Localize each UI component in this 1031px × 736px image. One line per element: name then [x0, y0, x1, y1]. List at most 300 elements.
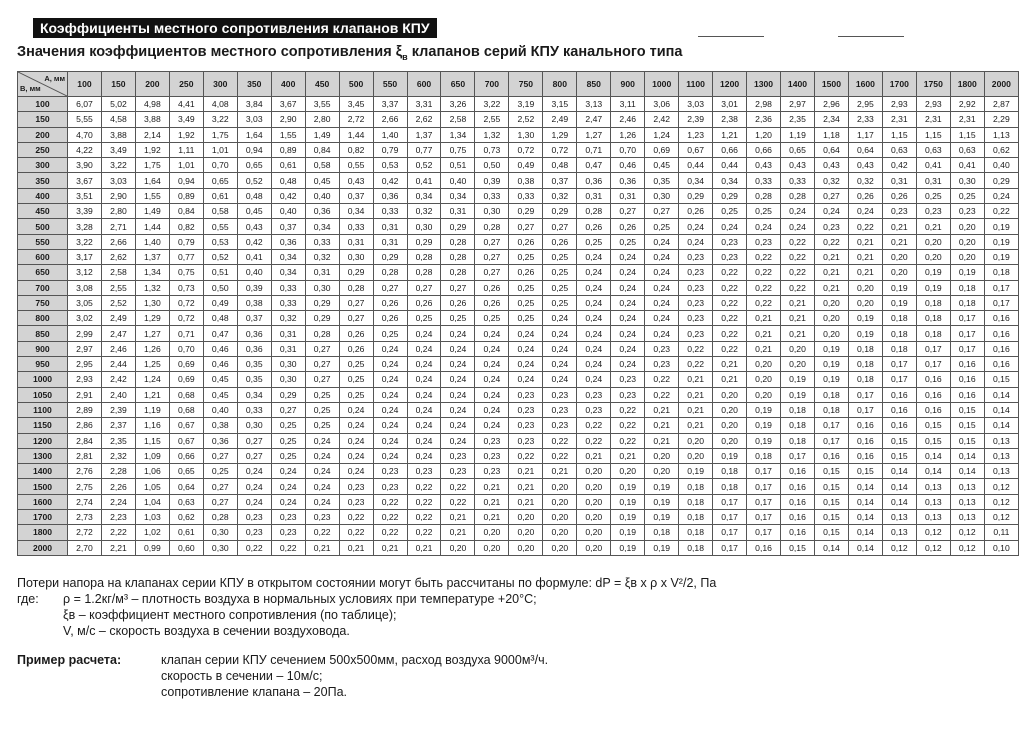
table-cell: 0,16: [781, 464, 815, 479]
table-cell: 2,58: [441, 112, 475, 127]
table-row: [18, 372, 1019, 387]
table-cell: 3,02: [68, 311, 102, 326]
table-cell: 0,24: [373, 387, 407, 402]
table-cell: 0,32: [305, 249, 339, 264]
table-cell: 0,25: [950, 188, 984, 203]
table-cell: 0,24: [373, 448, 407, 463]
table-cell: 0,30: [305, 280, 339, 295]
column-header: 100: [68, 72, 102, 97]
table-cell: 0,25: [339, 357, 373, 372]
table-cell: 0,21: [781, 326, 815, 341]
table-cell: 0,20: [950, 249, 984, 264]
table-cell: 0,19: [781, 372, 815, 387]
table-cell: 3,67: [68, 173, 102, 188]
table-cell: 0,23: [339, 479, 373, 494]
table-cell: 0,25: [475, 311, 509, 326]
table-cell: 0,52: [203, 249, 237, 264]
table-cell: 0,31: [916, 173, 950, 188]
table-cell: 0,18: [713, 479, 747, 494]
table-cell: 0,15: [814, 510, 848, 525]
table-cell: 0,18: [882, 341, 916, 356]
table-cell: 0,21: [407, 540, 441, 555]
table-cell: 2,14: [135, 127, 169, 142]
table-cell: 0,41: [407, 173, 441, 188]
table-cell: 0,24: [475, 418, 509, 433]
row-header: 100: [18, 97, 68, 112]
table-cell: 0,20: [950, 219, 984, 234]
table-cell: 1,16: [135, 418, 169, 433]
table-cell: 0,21: [747, 311, 781, 326]
column-header: 1300: [747, 72, 781, 97]
table-cell: 2,55: [101, 280, 135, 295]
table-cell: 0,23: [339, 494, 373, 509]
table-cell: 0,17: [848, 402, 882, 417]
table-cell: 0,23: [713, 249, 747, 264]
table-cell: 0,10: [984, 540, 1018, 555]
table-cell: 0,33: [373, 204, 407, 219]
table-cell: 0,29: [984, 173, 1018, 188]
table-cell: 0,40: [305, 188, 339, 203]
table-cell: 0,72: [509, 142, 543, 157]
table-cell: 0,30: [271, 372, 305, 387]
table-cell: 0,16: [781, 479, 815, 494]
table-cell: 0,23: [475, 433, 509, 448]
column-header: 700: [475, 72, 509, 97]
table-cell: 0,66: [747, 142, 781, 157]
table-cell: 0,25: [645, 219, 679, 234]
table-cell: 0,23: [679, 249, 713, 264]
table-cell: 3,06: [645, 97, 679, 112]
table-cell: 1,30: [135, 295, 169, 310]
table-cell: 0,21: [679, 418, 713, 433]
table-cell: 0,15: [814, 494, 848, 509]
table-cell: 1,06: [135, 464, 169, 479]
table-cell: 0,23: [679, 326, 713, 341]
table-cell: 2,39: [679, 112, 713, 127]
table-cell: 3,88: [101, 127, 135, 142]
table-cell: 0,19: [747, 433, 781, 448]
table-cell: 0,24: [407, 433, 441, 448]
table-cell: 2,66: [101, 234, 135, 249]
table-cell: 0,16: [984, 341, 1018, 356]
table-cell: 0,14: [882, 494, 916, 509]
table-cell: 0,47: [203, 326, 237, 341]
table-cell: 0,13: [916, 494, 950, 509]
table-cell: 4,70: [68, 127, 102, 142]
table-cell: 0,28: [441, 234, 475, 249]
table-cell: 2,31: [950, 112, 984, 127]
table-cell: 0,33: [509, 188, 543, 203]
table-cell: 0,19: [645, 510, 679, 525]
table-cell: 1,55: [271, 127, 305, 142]
table-cell: 5,55: [68, 112, 102, 127]
table-cell: 0,46: [203, 341, 237, 356]
table-cell: 0,22: [543, 448, 577, 463]
row-header: 1500: [18, 479, 68, 494]
table-cell: 0,61: [203, 188, 237, 203]
table-cell: 0,52: [407, 158, 441, 173]
table-cell: 1,01: [169, 158, 203, 173]
table-cell: 0,47: [577, 158, 611, 173]
table-cell: 0,14: [848, 479, 882, 494]
column-header: 1400: [781, 72, 815, 97]
table-cell: 0,23: [645, 357, 679, 372]
table-cell: 0,34: [271, 265, 305, 280]
table-cell: 0,31: [271, 341, 305, 356]
table-cell: 0,42: [237, 234, 271, 249]
table-cell: 0,39: [237, 280, 271, 295]
table-cell: 0,20: [577, 479, 611, 494]
table-cell: 0,26: [882, 188, 916, 203]
table-cell: 0,18: [679, 510, 713, 525]
table-cell: 0,50: [475, 158, 509, 173]
table-cell: 0,33: [271, 280, 305, 295]
table-cell: 2,97: [781, 97, 815, 112]
table-cell: 0,22: [441, 494, 475, 509]
table-cell: 0,45: [203, 372, 237, 387]
table-cell: 0,49: [203, 295, 237, 310]
table-cell: 0,28: [373, 265, 407, 280]
row-header: 600: [18, 249, 68, 264]
table-cell: 0,12: [950, 540, 984, 555]
table-cell: 0,63: [950, 142, 984, 157]
table-cell: 0,22: [848, 219, 882, 234]
table-cell: 0,27: [611, 204, 645, 219]
table-cell: 0,77: [407, 142, 441, 157]
table-cell: 3,49: [101, 142, 135, 157]
table-row: [18, 448, 1019, 463]
table-cell: 0,41: [237, 249, 271, 264]
table-cell: 1,15: [882, 127, 916, 142]
table-cell: 0,43: [339, 173, 373, 188]
table-cell: 0,24: [509, 341, 543, 356]
table-cell: 0,20: [543, 479, 577, 494]
table-cell: 2,35: [101, 433, 135, 448]
table-cell: 3,03: [679, 97, 713, 112]
table-row: [18, 510, 1019, 525]
table-cell: 0,28: [747, 188, 781, 203]
table-cell: 0,15: [882, 433, 916, 448]
row-header: 800: [18, 311, 68, 326]
table-cell: 0,20: [679, 433, 713, 448]
table-cell: 0,22: [407, 479, 441, 494]
table-cell: 2,70: [68, 540, 102, 555]
table-cell: 2,52: [101, 295, 135, 310]
table-row: [18, 127, 1019, 142]
table-cell: 0,23: [543, 387, 577, 402]
table-cell: 0,45: [237, 204, 271, 219]
table-cell: 0,37: [543, 173, 577, 188]
table-cell: 1,32: [475, 127, 509, 142]
table-cell: 0,89: [271, 142, 305, 157]
table-cell: 1,18: [814, 127, 848, 142]
column-header: 600: [407, 72, 441, 97]
table-cell: 0,31: [441, 204, 475, 219]
table-cell: 0,14: [848, 494, 882, 509]
table-cell: 0,21: [305, 540, 339, 555]
table-cell: 0,19: [950, 265, 984, 280]
table-row: [18, 234, 1019, 249]
column-header: 1700: [882, 72, 916, 97]
table-cell: 4,41: [169, 97, 203, 112]
table-cell: 0,19: [984, 234, 1018, 249]
table-cell: 1,27: [135, 326, 169, 341]
table-cell: 0,29: [271, 387, 305, 402]
table-cell: 0,49: [509, 158, 543, 173]
table-cell: 0,27: [814, 188, 848, 203]
table-cell: 0,20: [781, 341, 815, 356]
table-cell: 2,42: [101, 372, 135, 387]
table-cell: 3,22: [101, 158, 135, 173]
table-cell: 0,20: [679, 448, 713, 463]
table-cell: 0,27: [271, 402, 305, 417]
column-header: 800: [543, 72, 577, 97]
table-row: [18, 525, 1019, 540]
table-cell: 1,24: [645, 127, 679, 142]
table-cell: 3,15: [543, 97, 577, 112]
table-cell: 0,64: [814, 142, 848, 157]
table-cell: 0,19: [713, 448, 747, 463]
table-cell: 3,17: [68, 249, 102, 264]
table-cell: 0,17: [950, 326, 984, 341]
table-cell: 0,18: [781, 402, 815, 417]
table-cell: 0,15: [882, 448, 916, 463]
table-cell: 0,19: [814, 372, 848, 387]
table-cell: 0,16: [916, 387, 950, 402]
table-cell: 0,28: [475, 219, 509, 234]
table-cell: 0,16: [984, 311, 1018, 326]
table-cell: 2,47: [577, 112, 611, 127]
table-cell: 2,73: [68, 510, 102, 525]
table-cell: 0,16: [950, 357, 984, 372]
table-cell: 1,01: [203, 142, 237, 157]
table-cell: 0,21: [475, 510, 509, 525]
table-cell: 0,31: [271, 326, 305, 341]
table-cell: 2,36: [747, 112, 781, 127]
table-cell: 0,24: [237, 464, 271, 479]
table-cell: 0,32: [814, 173, 848, 188]
table-cell: 1,11: [169, 142, 203, 157]
table-cell: 2,71: [101, 219, 135, 234]
table-cell: 2,34: [814, 112, 848, 127]
table-cell: 0,25: [611, 234, 645, 249]
column-header: 750: [509, 72, 543, 97]
row-header: 200: [18, 127, 68, 142]
table-cell: 0,18: [848, 372, 882, 387]
table-cell: 1,40: [135, 234, 169, 249]
table-cell: 0,21: [509, 494, 543, 509]
table-cell: 0,22: [713, 295, 747, 310]
table-cell: 0,31: [373, 234, 407, 249]
table-cell: 1,44: [339, 127, 373, 142]
table-cell: 0,25: [339, 387, 373, 402]
table-cell: 0,25: [271, 418, 305, 433]
table-cell: 0,22: [407, 494, 441, 509]
row-header: 550: [18, 234, 68, 249]
table-cell: 0,18: [679, 525, 713, 540]
corner-label-b: В, мм: [20, 84, 41, 93]
table-cell: 0,20: [543, 510, 577, 525]
table-cell: 0,46: [611, 158, 645, 173]
column-header: 1800: [950, 72, 984, 97]
table-cell: 0,27: [305, 341, 339, 356]
table-cell: 0,24: [441, 341, 475, 356]
table-cell: 0,21: [373, 540, 407, 555]
table-cell: 0,23: [475, 448, 509, 463]
table-cell: 0,14: [916, 448, 950, 463]
table-cell: 0,22: [509, 448, 543, 463]
table-cell: 0,22: [713, 326, 747, 341]
table-cell: 0,24: [441, 357, 475, 372]
table-cell: 0,34: [713, 173, 747, 188]
table-cell: 0,27: [407, 280, 441, 295]
table-cell: 0,34: [271, 249, 305, 264]
table-cell: 6,07: [68, 97, 102, 112]
table-cell: 2,21: [101, 540, 135, 555]
table-cell: 0,48: [203, 311, 237, 326]
table-cell: 0,60: [169, 540, 203, 555]
table-cell: 0,29: [441, 219, 475, 234]
table-cell: 0,19: [882, 295, 916, 310]
table-cell: 0,42: [882, 158, 916, 173]
table-cell: 0,20: [543, 540, 577, 555]
table-cell: 0,20: [475, 525, 509, 540]
table-cell: 0,22: [577, 433, 611, 448]
table-cell: 1,40: [373, 127, 407, 142]
table-cell: 0,30: [645, 188, 679, 203]
table-cell: 0,24: [373, 402, 407, 417]
table-cell: 0,24: [543, 372, 577, 387]
table-cell: 0,24: [373, 433, 407, 448]
table-cell: 2,37: [101, 418, 135, 433]
table-cell: 0,37: [339, 188, 373, 203]
table-cell: 0,18: [814, 402, 848, 417]
table-row: [18, 219, 1019, 234]
table-cell: 0,34: [237, 387, 271, 402]
table-cell: 0,24: [441, 387, 475, 402]
row-header: 700: [18, 280, 68, 295]
table-cell: 0,22: [611, 433, 645, 448]
table-cell: 0,22: [713, 265, 747, 280]
table-cell: 0,20: [882, 249, 916, 264]
table-cell: 0,22: [645, 387, 679, 402]
table-cell: 1,44: [135, 219, 169, 234]
table-cell: 0,66: [169, 448, 203, 463]
table-cell: 0,12: [882, 540, 916, 555]
table-cell: 1,19: [135, 402, 169, 417]
table-cell: 0,18: [679, 540, 713, 555]
table-cell: 2,72: [339, 112, 373, 127]
table-cell: 2,31: [882, 112, 916, 127]
table-cell: 0,43: [747, 158, 781, 173]
table-cell: 0,65: [169, 464, 203, 479]
table-cell: 1,09: [135, 448, 169, 463]
table-cell: 0,33: [747, 173, 781, 188]
table-cell: 0,25: [543, 280, 577, 295]
table-row: [18, 311, 1019, 326]
table-cell: 2,81: [68, 448, 102, 463]
table-cell: 0,24: [543, 311, 577, 326]
table-cell: 0,16: [950, 372, 984, 387]
rho-definition: ρ = 1.2кг/м³ – плотность воздуха в нормальных условиях при температуре +20°С;: [63, 592, 537, 606]
table-cell: 1,05: [135, 479, 169, 494]
table-cell: 0,24: [577, 326, 611, 341]
table-cell: 0,19: [645, 494, 679, 509]
table-cell: 0,18: [713, 464, 747, 479]
column-header: 850: [577, 72, 611, 97]
row-header: 1000: [18, 372, 68, 387]
table-cell: 0,63: [882, 142, 916, 157]
table-cell: 0,29: [679, 188, 713, 203]
table-cell: 0,13: [916, 479, 950, 494]
table-cell: 0,15: [814, 479, 848, 494]
table-cell: 1,15: [135, 433, 169, 448]
table-cell: 0,17: [713, 510, 747, 525]
table-cell: 1,55: [135, 188, 169, 203]
table-cell: 0,24: [407, 341, 441, 356]
table-cell: 1,24: [135, 372, 169, 387]
table-row: [18, 387, 1019, 402]
table-cell: 0,25: [305, 387, 339, 402]
table-cell: 0,13: [950, 510, 984, 525]
column-header: 550: [373, 72, 407, 97]
table-cell: 0,33: [305, 234, 339, 249]
table-cell: 1,92: [169, 127, 203, 142]
table-cell: 0,19: [645, 540, 679, 555]
table-cell: 0,24: [305, 494, 339, 509]
table-cell: 0,31: [339, 234, 373, 249]
table-cell: 0,24: [407, 418, 441, 433]
table-cell: 0,31: [882, 173, 916, 188]
row-header: 650: [18, 265, 68, 280]
table-row: [18, 433, 1019, 448]
table-cell: 0,16: [882, 418, 916, 433]
table-cell: 0,26: [339, 326, 373, 341]
table-cell: 0,23: [611, 387, 645, 402]
table-cell: 0,16: [781, 494, 815, 509]
table-cell: 3,31: [407, 97, 441, 112]
table-cell: 0,21: [814, 265, 848, 280]
table-cell: 1,92: [135, 142, 169, 157]
table-cell: 0,23: [916, 204, 950, 219]
table-cell: 0,13: [882, 510, 916, 525]
table-cell: 0,36: [577, 173, 611, 188]
formula-notes: [17, 575, 716, 639]
table-cell: 0,25: [441, 311, 475, 326]
table-cell: 0,27: [203, 479, 237, 494]
table-cell: 2,66: [373, 112, 407, 127]
table-cell: 0,20: [645, 448, 679, 463]
table-cell: 0,22: [747, 280, 781, 295]
table-cell: 1,25: [135, 357, 169, 372]
table-cell: 2,44: [101, 357, 135, 372]
table-cell: 0,32: [848, 173, 882, 188]
table-cell: 0,23: [509, 418, 543, 433]
table-cell: 0,24: [373, 418, 407, 433]
table-cell: 1,34: [441, 127, 475, 142]
table-cell: 0,22: [679, 357, 713, 372]
table-cell: 0,16: [781, 510, 815, 525]
table-cell: 0,84: [169, 204, 203, 219]
table-cell: 2,95: [68, 357, 102, 372]
table-cell: 0,21: [814, 249, 848, 264]
table-cell: 0,24: [339, 448, 373, 463]
table-cell: 2,93: [68, 372, 102, 387]
table-row: [18, 249, 1019, 264]
table-cell: 0,79: [373, 142, 407, 157]
table-cell: 0,23: [373, 479, 407, 494]
table-cell: 0,20: [441, 540, 475, 555]
